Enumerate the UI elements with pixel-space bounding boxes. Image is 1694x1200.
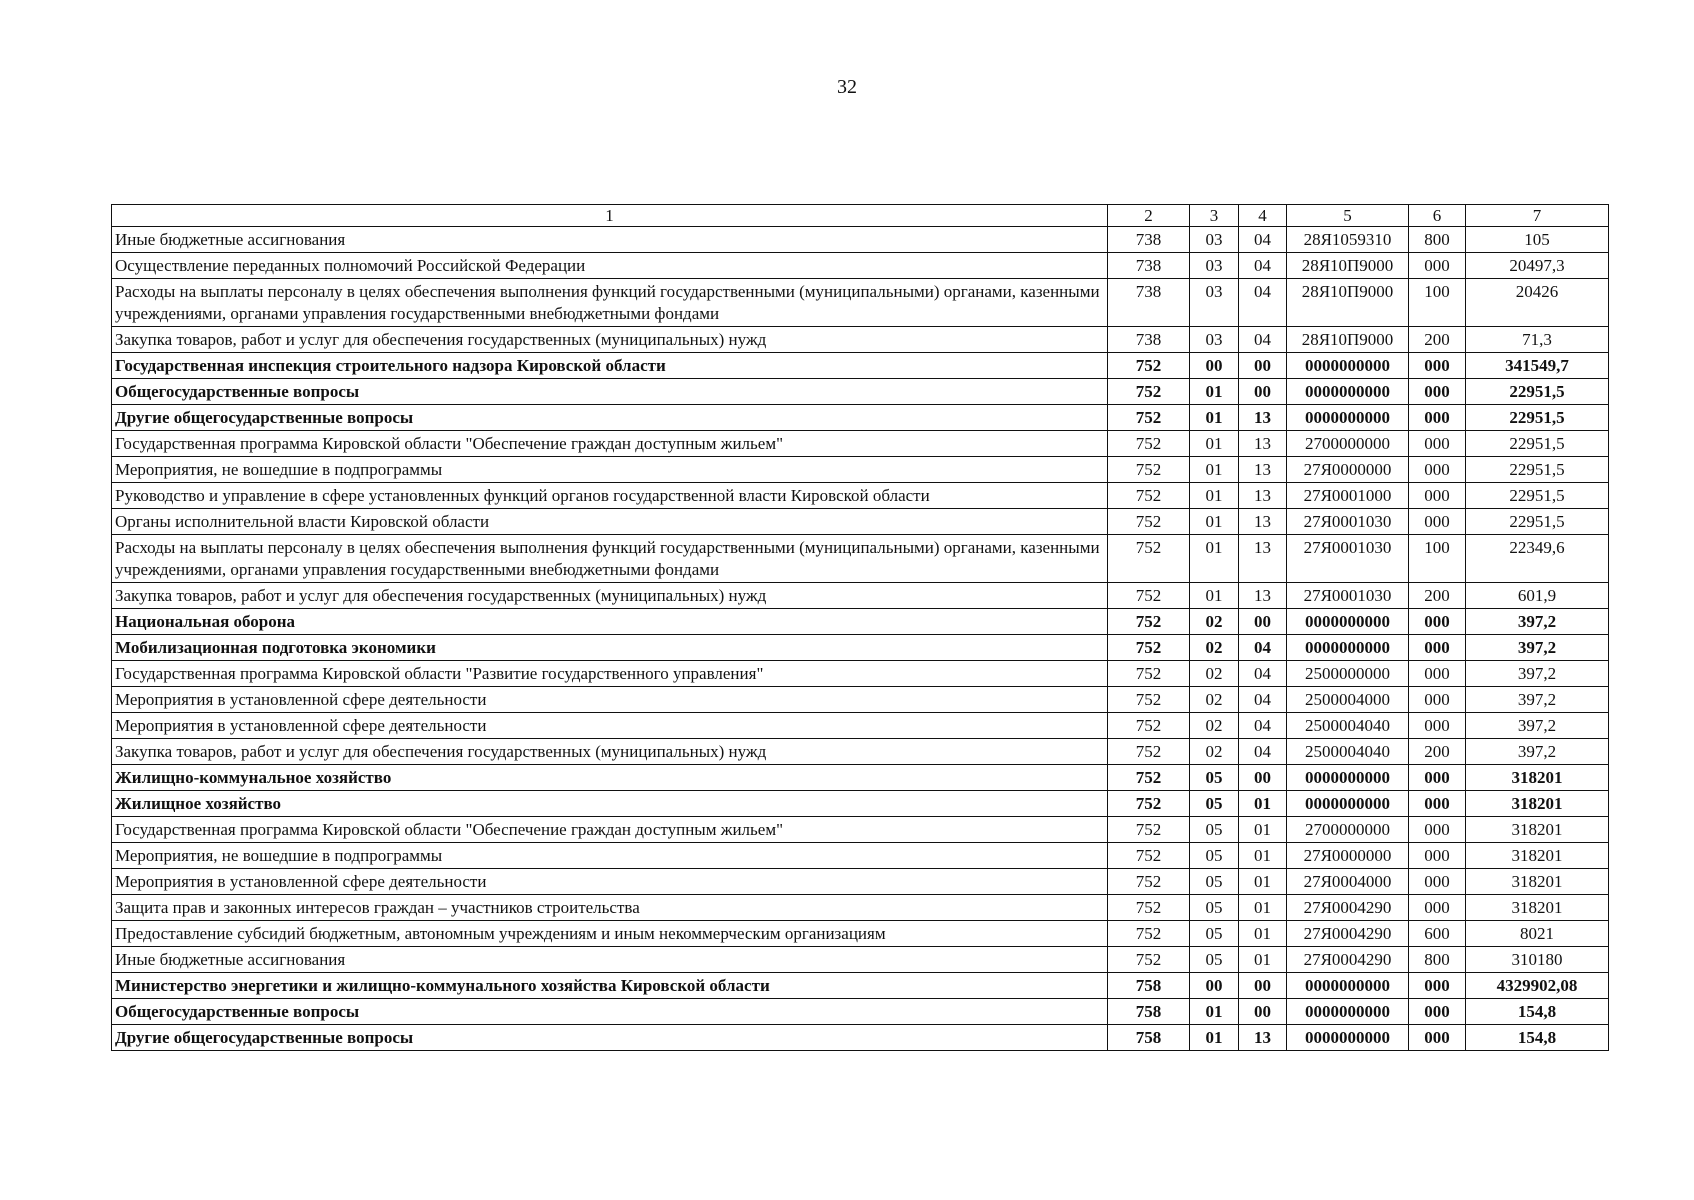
cell-subsection: 04 [1239,661,1287,687]
cell-amount: 318201 [1466,765,1609,791]
cell-target-article: 28Я10П9000 [1287,327,1409,353]
cell-subsection: 04 [1239,739,1287,765]
cell-expense-type: 000 [1409,895,1466,921]
cell-admin-code: 752 [1108,353,1190,379]
row-name: Национальная оборона [112,609,1108,635]
cell-subsection: 01 [1239,921,1287,947]
cell-admin-code: 738 [1108,327,1190,353]
cell-section: 01 [1190,1025,1239,1051]
cell-expense-type: 000 [1409,431,1466,457]
cell-subsection: 00 [1239,973,1287,999]
cell-target-article: 28Я10П9000 [1287,279,1409,327]
cell-section: 02 [1190,661,1239,687]
cell-target-article: 0000000000 [1287,405,1409,431]
row-name: Другие общегосударственные вопросы [112,1025,1108,1051]
cell-expense-type: 000 [1409,791,1466,817]
cell-subsection: 04 [1239,713,1287,739]
cell-subsection: 04 [1239,327,1287,353]
table-row [112,609,1609,635]
cell-target-article: 0000000000 [1287,609,1409,635]
cell-target-article: 27Я0004000 [1287,869,1409,895]
header-cell: 4 [1239,205,1287,227]
cell-amount: 310180 [1466,947,1609,973]
cell-section: 01 [1190,999,1239,1025]
cell-section: 03 [1190,227,1239,253]
cell-subsection: 04 [1239,253,1287,279]
header-cell: 2 [1108,205,1190,227]
cell-amount: 22951,5 [1466,379,1609,405]
cell-target-article: 0000000000 [1287,379,1409,405]
cell-expense-type: 200 [1409,739,1466,765]
page-number: 32 [837,76,857,98]
cell-section: 05 [1190,947,1239,973]
row-name: Закупка товаров, работ и услуг для обеспечения государственных (муниципальных) нужд [112,327,1108,353]
cell-admin-code: 752 [1108,509,1190,535]
cell-expense-type: 000 [1409,483,1466,509]
cell-expense-type: 000 [1409,253,1466,279]
cell-subsection: 00 [1239,999,1287,1025]
cell-expense-type: 000 [1409,661,1466,687]
cell-admin-code: 752 [1108,379,1190,405]
cell-amount: 154,8 [1466,999,1609,1025]
cell-target-article: 27Я0004290 [1287,895,1409,921]
cell-amount: 22951,5 [1466,431,1609,457]
cell-amount: 71,3 [1466,327,1609,353]
row-name: Расходы на выплаты персоналу в целях обеспечения выполнения функций государственными (муниципальными) органами, казенными учреждениями, органами управления государственными внебюджетными фондами [112,279,1108,327]
table-row [112,327,1609,353]
table-row [112,661,1609,687]
cell-admin-code: 752 [1108,635,1190,661]
cell-section: 02 [1190,635,1239,661]
table-row [112,765,1609,791]
cell-amount: 397,2 [1466,661,1609,687]
row-name: Осуществление переданных полномочий Российской Федерации [112,253,1108,279]
row-name: Министерство энергетики и жилищно-коммунального хозяйства Кировской области [112,973,1108,999]
cell-expense-type: 000 [1409,405,1466,431]
cell-target-article: 2500004000 [1287,687,1409,713]
cell-expense-type: 000 [1409,765,1466,791]
cell-subsection: 04 [1239,227,1287,253]
cell-target-article: 27Я0001030 [1287,583,1409,609]
cell-subsection: 04 [1239,279,1287,327]
header-cell: 7 [1466,205,1609,227]
cell-subsection: 00 [1239,609,1287,635]
cell-admin-code: 752 [1108,765,1190,791]
cell-section: 05 [1190,869,1239,895]
cell-section: 01 [1190,405,1239,431]
row-name: Государственная программа Кировской области "Развитие государственного управления" [112,661,1108,687]
cell-section: 01 [1190,535,1239,583]
cell-section: 00 [1190,973,1239,999]
header-cell: 1 [112,205,1108,227]
row-name: Иные бюджетные ассигнования [112,227,1108,253]
cell-section: 05 [1190,791,1239,817]
cell-admin-code: 752 [1108,483,1190,509]
cell-target-article: 2500004040 [1287,739,1409,765]
cell-admin-code: 752 [1108,843,1190,869]
table-row [112,509,1609,535]
row-name: Органы исполнительной власти Кировской области [112,509,1108,535]
cell-subsection: 04 [1239,687,1287,713]
table-row [112,431,1609,457]
cell-admin-code: 752 [1108,817,1190,843]
cell-amount: 22951,5 [1466,457,1609,483]
cell-admin-code: 752 [1108,791,1190,817]
cell-expense-type: 100 [1409,279,1466,327]
cell-amount: 105 [1466,227,1609,253]
cell-admin-code: 752 [1108,739,1190,765]
cell-subsection: 01 [1239,817,1287,843]
cell-expense-type: 000 [1409,817,1466,843]
cell-subsection: 01 [1239,843,1287,869]
row-name: Иные бюджетные ассигнования [112,947,1108,973]
cell-admin-code: 752 [1108,609,1190,635]
cell-target-article: 2500004040 [1287,713,1409,739]
cell-target-article: 2500000000 [1287,661,1409,687]
cell-amount: 8021 [1466,921,1609,947]
table-body [112,205,1609,1051]
cell-amount: 20426 [1466,279,1609,327]
cell-admin-code: 752 [1108,583,1190,609]
cell-amount: 318201 [1466,791,1609,817]
cell-section: 05 [1190,765,1239,791]
table-row [112,791,1609,817]
cell-target-article: 0000000000 [1287,353,1409,379]
row-name: Защита прав и законных интересов граждан – участников строительства [112,895,1108,921]
budget-table [111,204,1609,1051]
cell-admin-code: 738 [1108,227,1190,253]
cell-expense-type: 000 [1409,1025,1466,1051]
cell-target-article: 27Я0001030 [1287,509,1409,535]
table-row [112,843,1609,869]
cell-subsection: 04 [1239,635,1287,661]
cell-admin-code: 752 [1108,661,1190,687]
row-name: Жилищное хозяйство [112,791,1108,817]
cell-admin-code: 752 [1108,869,1190,895]
cell-admin-code: 752 [1108,687,1190,713]
row-name: Руководство и управление в сфере установленных функций органов государственной власти Кировской области [112,483,1108,509]
cell-subsection: 00 [1239,379,1287,405]
row-name: Мероприятия, не вошедшие в подпрограммы [112,457,1108,483]
table-row [112,227,1609,253]
table-row [112,817,1609,843]
cell-expense-type: 000 [1409,973,1466,999]
cell-amount: 4329902,08 [1466,973,1609,999]
cell-target-article: 27Я0000000 [1287,843,1409,869]
cell-admin-code: 738 [1108,279,1190,327]
cell-amount: 397,2 [1466,635,1609,661]
table-row [112,869,1609,895]
cell-expense-type: 200 [1409,583,1466,609]
cell-amount: 318201 [1466,817,1609,843]
cell-section: 01 [1190,379,1239,405]
table-row [112,535,1609,583]
cell-amount: 318201 [1466,895,1609,921]
table-header-row [112,205,1609,227]
cell-admin-code: 752 [1108,921,1190,947]
table-row [112,895,1609,921]
cell-section: 05 [1190,895,1239,921]
cell-section: 00 [1190,353,1239,379]
cell-subsection: 01 [1239,895,1287,921]
cell-amount: 22349,6 [1466,535,1609,583]
cell-amount: 318201 [1466,843,1609,869]
cell-target-article: 0000000000 [1287,973,1409,999]
cell-section: 05 [1190,921,1239,947]
cell-expense-type: 000 [1409,843,1466,869]
table-row [112,687,1609,713]
table-row [112,583,1609,609]
table-row [112,921,1609,947]
cell-subsection: 13 [1239,509,1287,535]
cell-target-article: 27Я0001000 [1287,483,1409,509]
row-name: Государственная программа Кировской области "Обеспечение граждан доступным жильем" [112,431,1108,457]
cell-section: 03 [1190,327,1239,353]
row-name: Расходы на выплаты персоналу в целях обеспечения выполнения функций государственными (муниципальными) органами, казенными учреждениями, органами управления государственными внебюджетными фондами [112,535,1108,583]
cell-section: 01 [1190,483,1239,509]
cell-subsection: 13 [1239,583,1287,609]
cell-subsection: 01 [1239,947,1287,973]
cell-target-article: 2700000000 [1287,431,1409,457]
cell-target-article: 27Я0000000 [1287,457,1409,483]
table-row [112,1025,1609,1051]
cell-section: 02 [1190,739,1239,765]
row-name: Жилищно-коммунальное хозяйство [112,765,1108,791]
table-row [112,279,1609,327]
table-row [112,483,1609,509]
cell-expense-type: 000 [1409,999,1466,1025]
cell-admin-code: 758 [1108,999,1190,1025]
cell-section: 01 [1190,431,1239,457]
row-name: Мероприятия в установленной сфере деятельности [112,687,1108,713]
cell-section: 02 [1190,687,1239,713]
row-name: Закупка товаров, работ и услуг для обеспечения государственных (муниципальных) нужд [112,583,1108,609]
cell-section: 02 [1190,713,1239,739]
cell-subsection: 01 [1239,791,1287,817]
cell-target-article: 0000000000 [1287,791,1409,817]
cell-admin-code: 752 [1108,457,1190,483]
row-name: Закупка товаров, работ и услуг для обеспечения государственных (муниципальных) нужд [112,739,1108,765]
cell-subsection: 13 [1239,431,1287,457]
table-row [112,973,1609,999]
table-row [112,635,1609,661]
cell-amount: 318201 [1466,869,1609,895]
cell-expense-type: 000 [1409,869,1466,895]
cell-amount: 154,8 [1466,1025,1609,1051]
cell-expense-type: 200 [1409,327,1466,353]
row-name: Мобилизационная подготовка экономики [112,635,1108,661]
table-row [112,713,1609,739]
cell-subsection: 13 [1239,483,1287,509]
row-name: Мероприятия в установленной сфере деятельности [112,869,1108,895]
cell-subsection: 13 [1239,457,1287,483]
cell-amount: 20497,3 [1466,253,1609,279]
cell-admin-code: 738 [1108,253,1190,279]
cell-target-article: 28Я1059310 [1287,227,1409,253]
cell-expense-type: 600 [1409,921,1466,947]
cell-expense-type: 000 [1409,635,1466,661]
cell-admin-code: 752 [1108,535,1190,583]
cell-subsection: 01 [1239,869,1287,895]
cell-subsection: 00 [1239,765,1287,791]
table-row [112,999,1609,1025]
cell-amount: 22951,5 [1466,483,1609,509]
table-row [112,739,1609,765]
row-name: Мероприятия, не вошедшие в подпрограммы [112,843,1108,869]
cell-admin-code: 752 [1108,405,1190,431]
cell-expense-type: 000 [1409,687,1466,713]
cell-subsection: 00 [1239,353,1287,379]
cell-target-article: 0000000000 [1287,999,1409,1025]
cell-amount: 22951,5 [1466,509,1609,535]
table-row [112,353,1609,379]
cell-target-article: 27Я0004290 [1287,921,1409,947]
row-name: Общегосударственные вопросы [112,999,1108,1025]
cell-section: 03 [1190,253,1239,279]
table-row [112,405,1609,431]
cell-expense-type: 000 [1409,713,1466,739]
cell-expense-type: 000 [1409,457,1466,483]
cell-subsection: 13 [1239,1025,1287,1051]
header-cell: 5 [1287,205,1409,227]
cell-expense-type: 800 [1409,947,1466,973]
table-row [112,253,1609,279]
cell-admin-code: 752 [1108,713,1190,739]
cell-section: 05 [1190,817,1239,843]
cell-amount: 22951,5 [1466,405,1609,431]
table-row [112,379,1609,405]
cell-target-article: 27Я0004290 [1287,947,1409,973]
cell-amount: 397,2 [1466,609,1609,635]
cell-section: 02 [1190,609,1239,635]
header-cell: 3 [1190,205,1239,227]
cell-admin-code: 758 [1108,1025,1190,1051]
cell-subsection: 13 [1239,405,1287,431]
cell-admin-code: 752 [1108,431,1190,457]
row-name: Государственная программа Кировской области "Обеспечение граждан доступным жильем" [112,817,1108,843]
cell-amount: 397,2 [1466,739,1609,765]
cell-section: 01 [1190,509,1239,535]
row-name: Другие общегосударственные вопросы [112,405,1108,431]
row-name: Предоставление субсидий бюджетным, автономным учреждениям и иным некоммерческим организациям [112,921,1108,947]
cell-section: 01 [1190,457,1239,483]
cell-expense-type: 800 [1409,227,1466,253]
cell-admin-code: 758 [1108,973,1190,999]
cell-amount: 601,9 [1466,583,1609,609]
cell-target-article: 27Я0001030 [1287,535,1409,583]
cell-expense-type: 000 [1409,379,1466,405]
cell-expense-type: 000 [1409,609,1466,635]
cell-section: 03 [1190,279,1239,327]
cell-expense-type: 000 [1409,353,1466,379]
cell-target-article: 28Я10П9000 [1287,253,1409,279]
table-row [112,457,1609,483]
cell-target-article: 2700000000 [1287,817,1409,843]
cell-target-article: 0000000000 [1287,765,1409,791]
cell-target-article: 0000000000 [1287,635,1409,661]
cell-admin-code: 752 [1108,895,1190,921]
cell-target-article: 0000000000 [1287,1025,1409,1051]
cell-expense-type: 100 [1409,535,1466,583]
row-name: Государственная инспекция строительного надзора Кировской области [112,353,1108,379]
cell-section: 05 [1190,843,1239,869]
cell-expense-type: 000 [1409,509,1466,535]
cell-amount: 397,2 [1466,713,1609,739]
header-cell: 6 [1409,205,1466,227]
cell-subsection: 13 [1239,535,1287,583]
cell-admin-code: 752 [1108,947,1190,973]
table-row [112,947,1609,973]
row-name: Мероприятия в установленной сфере деятельности [112,713,1108,739]
row-name: Общегосударственные вопросы [112,379,1108,405]
cell-amount: 397,2 [1466,687,1609,713]
cell-section: 01 [1190,583,1239,609]
cell-amount: 341549,7 [1466,353,1609,379]
